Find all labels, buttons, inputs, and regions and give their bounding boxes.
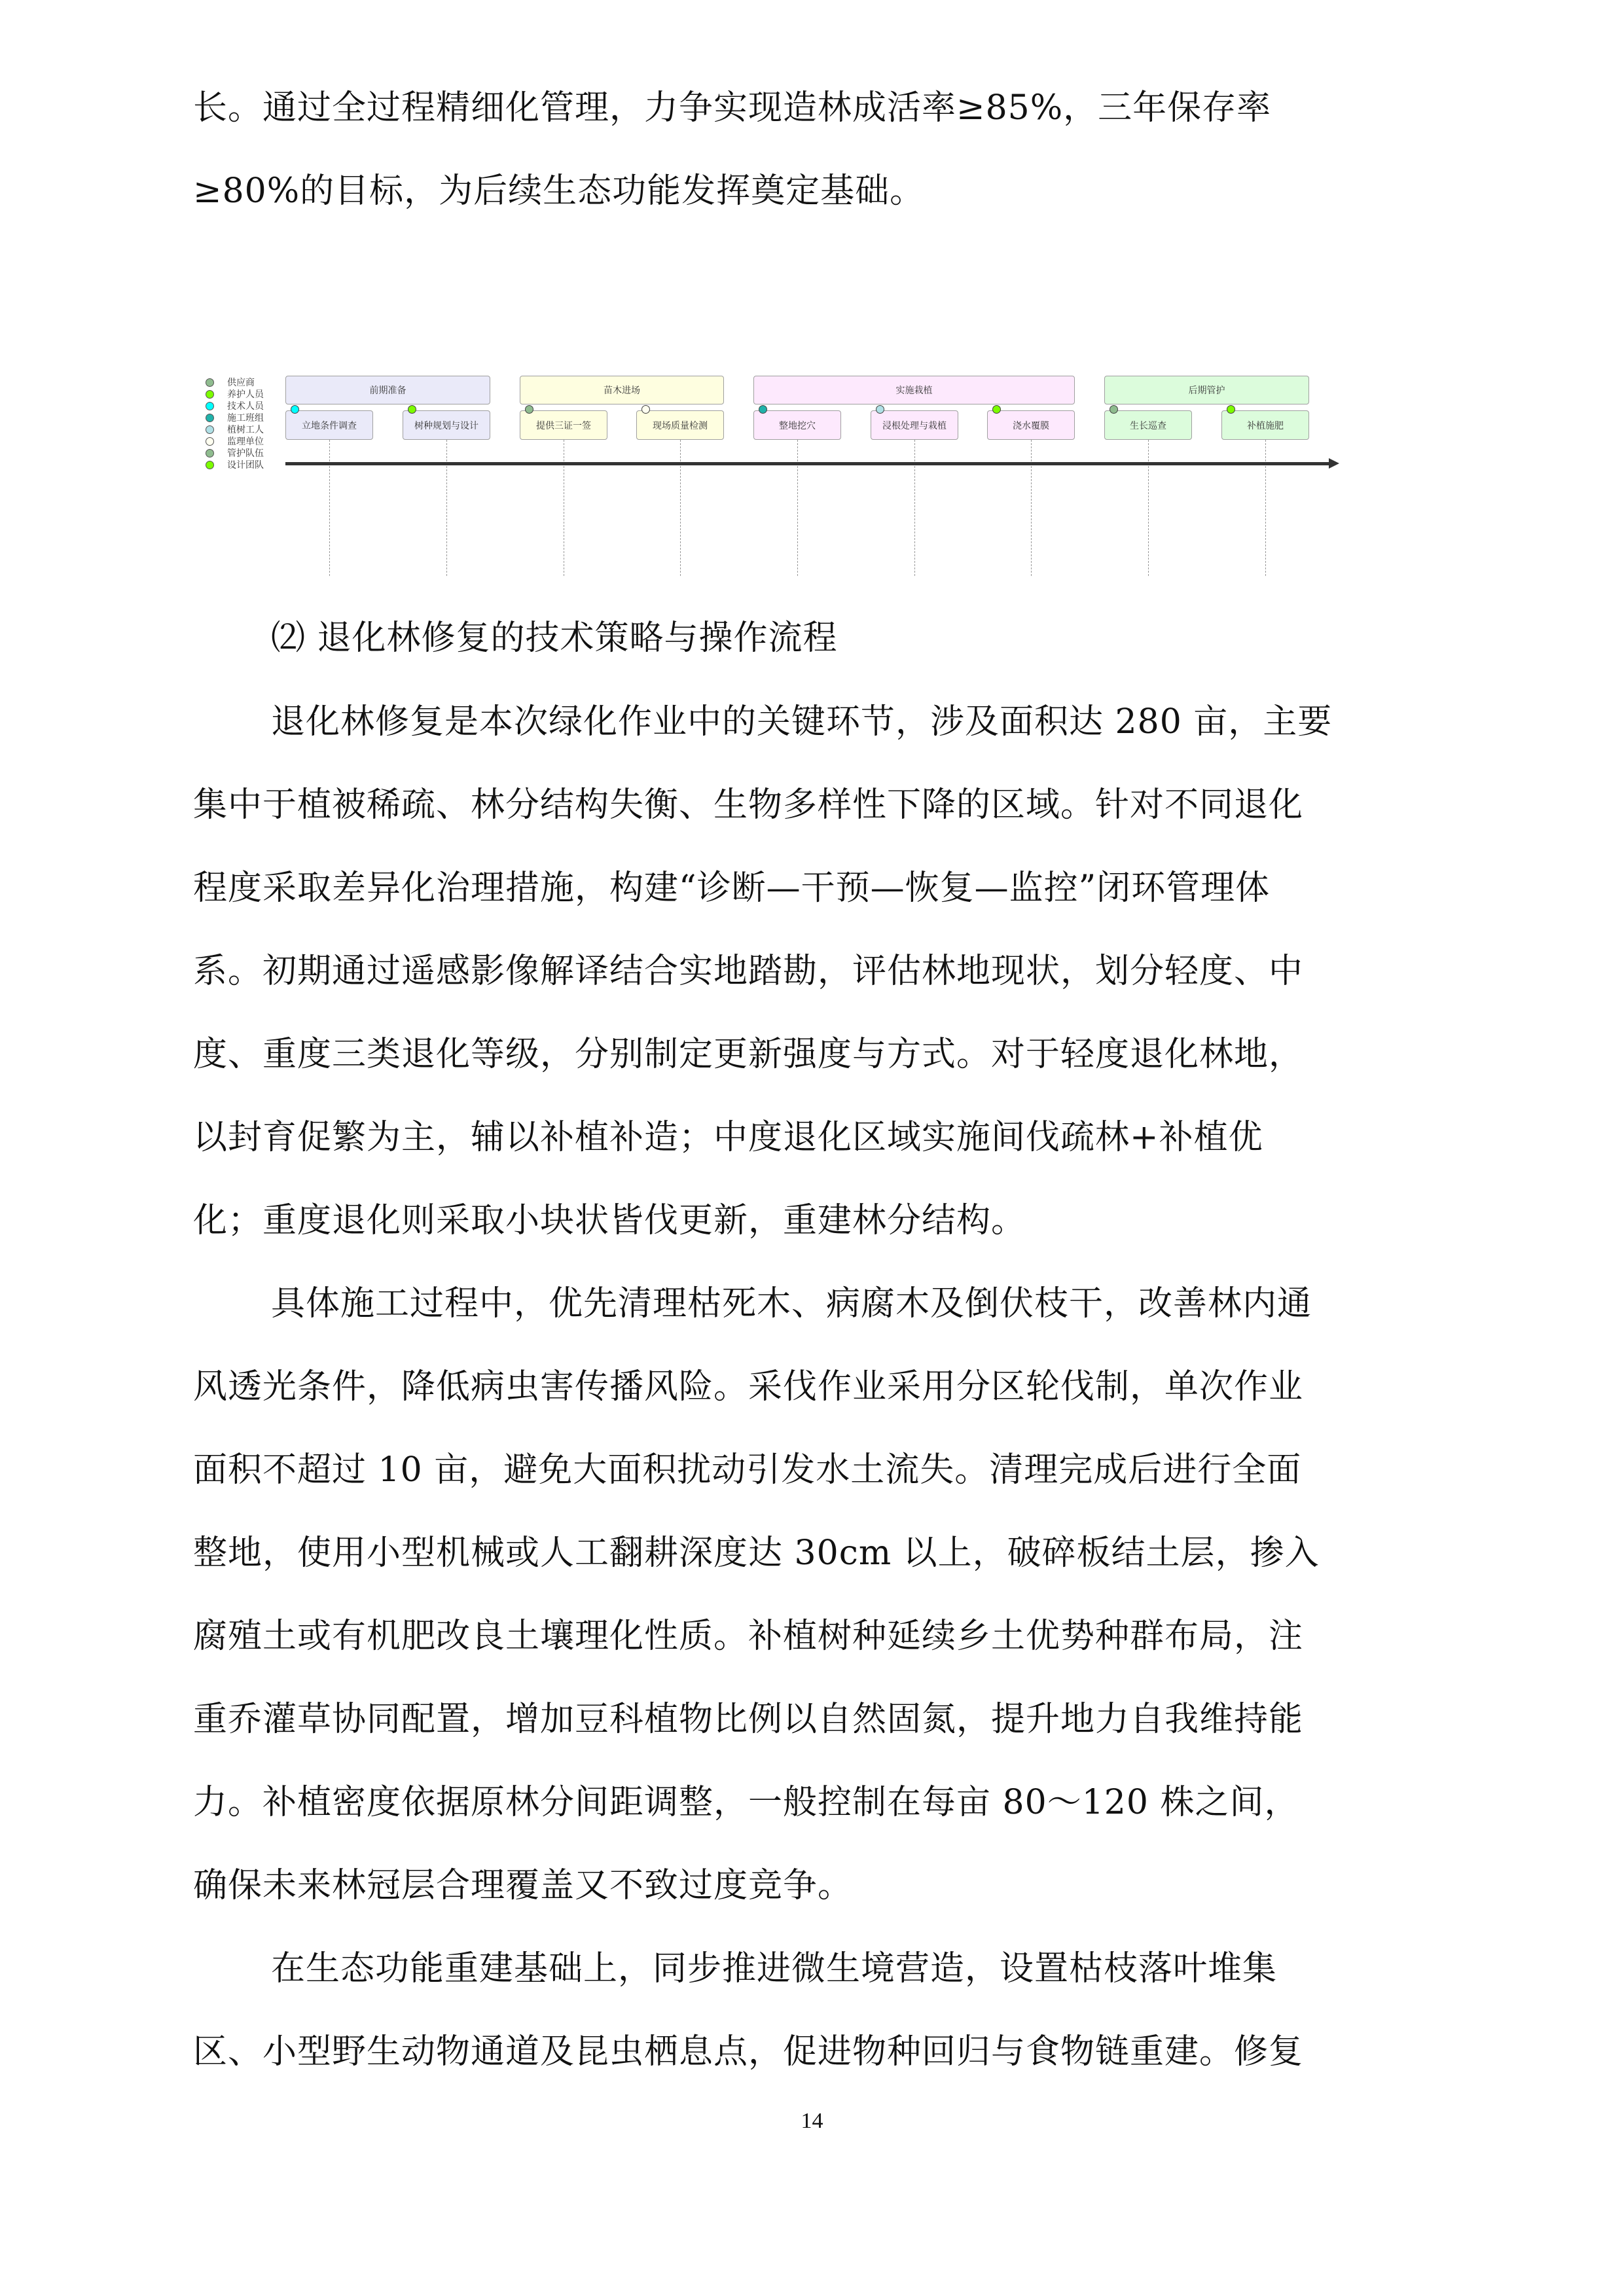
- guide-line: [797, 440, 798, 576]
- page-number: 14: [801, 2109, 823, 2133]
- text-line: 具体施工过程中，优先清理枯死木、病腐木及倒伏枝干，改善林内通: [271, 1284, 1312, 1323]
- circle-icon: [641, 405, 650, 414]
- task-label: 补植施肥: [1247, 420, 1284, 431]
- guide-line: [914, 440, 915, 576]
- task-label: 浇水覆膜: [1013, 420, 1049, 431]
- circle-icon: [1227, 405, 1235, 414]
- task-box: [520, 410, 607, 440]
- text-line: 风透光条件，降低病虫害传播风险。采伐作业采用分区轮伐制，单次作业: [193, 1367, 1304, 1407]
- task-box: [753, 410, 841, 440]
- circle-icon: [206, 449, 214, 457]
- text-line: ≥80%的目标，为后续生态功能发挥奠定基础。: [193, 171, 925, 211]
- guide-line: [446, 440, 447, 576]
- task-label: 树种规划与设计: [414, 420, 478, 431]
- phase-box: 后期管护: [1104, 376, 1309, 404]
- legend-label: 管护队伍: [227, 448, 264, 459]
- phase-box: 实施栽植: [753, 376, 1075, 404]
- text-line: 确保未来林冠层合理覆盖又不致过度竞争。: [193, 1866, 853, 1905]
- text-line: 集中于植被稀疏、林分结构失衡、生物多样性下降的区域。针对不同退化: [193, 785, 1304, 825]
- text-line: 力。补植密度依据原林分间距调整，一般控制在每亩 80～120 株之间，: [193, 1783, 1299, 1822]
- text-line: 长。通过全过程精细化管理，力争实现造林成活率≥85%，三年保存率: [193, 88, 1272, 128]
- guide-line: [1265, 440, 1266, 576]
- text-line: 腐殖土或有机肥改良土壤理化性质。补植树种延续乡土优势种群布局，注: [193, 1617, 1304, 1656]
- circle-icon: [291, 405, 299, 414]
- arrow-right-icon: [1329, 458, 1339, 469]
- task-label: 立地条件调查: [302, 420, 357, 431]
- circle-icon: [206, 390, 214, 399]
- circle-icon: [992, 405, 1001, 414]
- legend-label: 养护人员: [227, 389, 264, 400]
- text-line: 重乔灌草协同配置，增加豆科植物比例以自然固氮，提升地力自我维持能: [193, 1700, 1304, 1739]
- legend-item: [206, 423, 264, 435]
- task-label: 浸根处理与栽植: [882, 420, 947, 431]
- task-box: [1104, 410, 1192, 440]
- guide-line: [1031, 440, 1032, 576]
- circle-icon: [206, 437, 214, 446]
- task-box: [636, 410, 724, 440]
- text-line: 在生态功能重建基础上，同步推进微生境营造，设置枯枝落叶堆集: [271, 1949, 1278, 1988]
- text-line: 退化林修复是本次绿化作业中的关键环节，涉及面积达 280 亩，主要: [271, 702, 1333, 742]
- guide-line: [680, 440, 681, 576]
- legend-label: 监理单位: [227, 437, 264, 447]
- phase-box: 前期准备: [285, 376, 490, 404]
- task-box: [285, 410, 373, 440]
- legend-item: [206, 388, 264, 400]
- task-label: 提供三证一签: [536, 420, 591, 431]
- circle-icon: [206, 402, 214, 410]
- task-label: 生长巡查: [1130, 420, 1166, 431]
- legend-label: 施工班组: [227, 413, 264, 423]
- circle-icon: [759, 405, 767, 414]
- task-box: [1221, 410, 1309, 440]
- circle-icon: [408, 405, 416, 414]
- legend-label: 设计团队: [227, 460, 264, 471]
- legend-item: [206, 376, 255, 388]
- circle-icon: [206, 378, 214, 387]
- circle-icon: [206, 461, 214, 469]
- text-line: 区、小型野生动物通道及昆虫栖息点，促进物种回归与食物链重建。修复: [193, 2032, 1304, 2072]
- task-box: [871, 410, 958, 440]
- legend-label: 技术人员: [227, 401, 264, 412]
- circle-icon: [876, 405, 884, 414]
- text-line: 系。初期通过遥感影像解译结合实地踏勘，评估林地现状，划分轻度、中: [193, 952, 1304, 991]
- time-axis: [285, 462, 1329, 465]
- circle-icon: [206, 425, 214, 434]
- task-box: [987, 410, 1075, 440]
- text-line: 整地，使用小型机械或人工翻耕深度达 30cm 以上，破碎板结土层，掺入: [193, 1534, 1320, 1573]
- task-label: 现场质量检测: [653, 420, 708, 431]
- task-box: [403, 410, 490, 440]
- guide-line: [1148, 440, 1149, 576]
- circle-icon: [525, 405, 533, 414]
- legend-item: [206, 412, 264, 423]
- legend-item: [206, 435, 264, 447]
- text-line: 面积不超过 10 亩，避免大面积扰动引发水土流失。清理完成后进行全面: [193, 1450, 1302, 1490]
- text-line: 度、重度三类退化等级，分别制定更新强度与方式。对于轻度退化林地，: [193, 1035, 1304, 1074]
- text-line: 程度采取差异化治理措施，构建“诊断—干预—恢复—监控”闭环管理体: [193, 869, 1271, 908]
- text-line: 以封育促繁为主，辅以补植补造；中度退化区域实施间伐疏林+补植优: [193, 1118, 1263, 1157]
- phase-box: 苗木进场: [520, 376, 724, 404]
- text-line: 化；重度退化则采取小块状皆伐更新，重建林分结构。: [193, 1201, 1026, 1240]
- legend-label: 植树工人: [227, 425, 264, 435]
- circle-icon: [1110, 405, 1118, 414]
- legend-label: 供应商: [227, 378, 255, 388]
- legend-item: [206, 400, 264, 412]
- task-label: 整地挖穴: [779, 420, 816, 431]
- circle-icon: [206, 414, 214, 422]
- legend-item: [206, 447, 264, 459]
- legend-item: [206, 459, 264, 471]
- guide-line: [329, 440, 330, 576]
- section-heading: ⑵ 退化林修复的技术策略与操作流程: [271, 619, 838, 658]
